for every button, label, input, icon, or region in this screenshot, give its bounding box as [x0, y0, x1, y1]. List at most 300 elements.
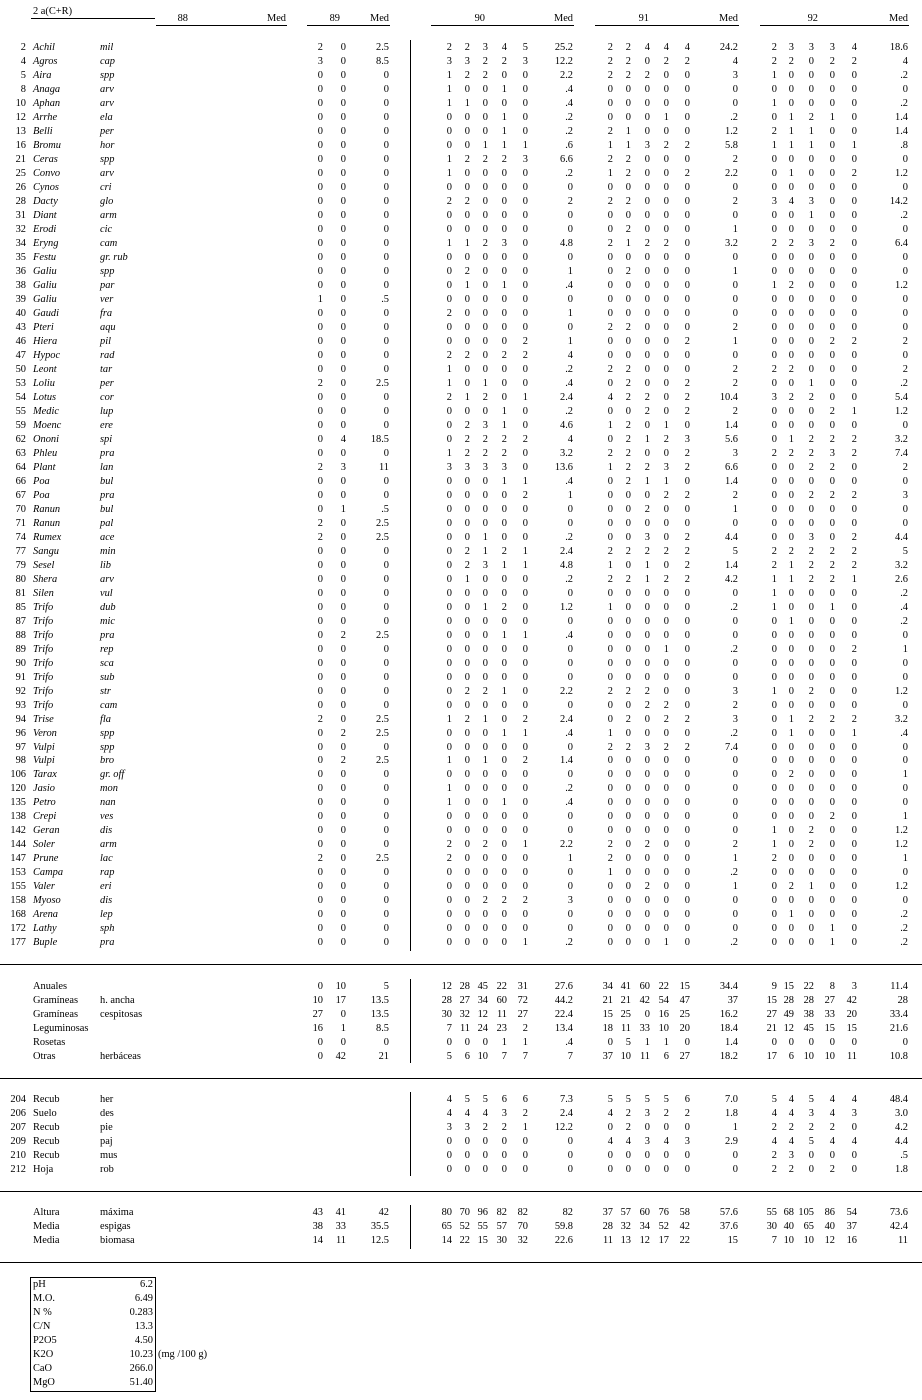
med-value: .4 [900, 602, 908, 613]
obs-value: 2 [482, 895, 488, 906]
obs-value: 41 [335, 1207, 346, 1218]
obs-value: 0 [625, 280, 631, 291]
obs-value: 0 [464, 322, 470, 333]
row-number: 90 [15, 658, 26, 669]
med-value: 27.6 [554, 981, 573, 992]
obs-value: 0 [644, 364, 650, 375]
med-value: 2.5 [376, 42, 389, 53]
obs-value: 0 [771, 154, 777, 165]
obs-value: 2 [607, 154, 613, 165]
obs-value: 0 [482, 728, 488, 739]
obs-value: 0 [625, 769, 631, 780]
obs-value: 0 [482, 937, 488, 948]
obs-value: 1 [808, 126, 814, 137]
med-value: .2 [565, 364, 573, 375]
obs-value: 0 [663, 210, 669, 221]
epithet: mic [100, 616, 116, 627]
obs-value: 0 [851, 126, 857, 137]
obs-value: 105 [798, 1207, 814, 1218]
obs-value: 4 [851, 1136, 857, 1147]
obs-value: 0 [788, 783, 794, 794]
obs-value: 21 [620, 995, 631, 1006]
med-value: .2 [900, 923, 908, 934]
obs-value: 0 [607, 182, 613, 193]
obs-value: 0 [607, 644, 613, 655]
obs-value: 2 [684, 1108, 690, 1119]
med-value: 0 [902, 420, 908, 431]
med-value: 0 [732, 755, 738, 766]
obs-value: 6 [522, 1094, 528, 1105]
obs-value: 3 [482, 42, 488, 53]
obs-value: 0 [340, 252, 346, 263]
med-value: 2 [732, 378, 738, 389]
obs-value: 0 [340, 518, 346, 529]
med-header: Med [888, 13, 908, 24]
obs-value: 9 [771, 981, 777, 992]
obs-value: 0 [625, 98, 631, 109]
obs-value: 0 [501, 378, 507, 389]
med-value: .5 [381, 294, 389, 305]
obs-value: 0 [464, 588, 470, 599]
row-number: 64 [15, 462, 26, 473]
obs-value: 4 [684, 42, 690, 53]
obs-value: 0 [851, 742, 857, 753]
obs-value: 2 [684, 448, 690, 459]
obs-value: 0 [340, 797, 346, 808]
obs-value: 4 [446, 1108, 452, 1119]
obs-value: 0 [851, 294, 857, 305]
obs-value: 0 [340, 672, 346, 683]
obs-value: 0 [851, 895, 857, 906]
obs-value: 7 [446, 1023, 452, 1034]
med-value: 2.9 [725, 1136, 738, 1147]
obs-value: 27 [459, 995, 470, 1006]
obs-value: 0 [625, 560, 631, 571]
med-value: 0 [732, 98, 738, 109]
obs-value: 2 [317, 378, 323, 389]
genus: Medic [33, 406, 59, 417]
obs-value: 0 [829, 1037, 835, 1048]
obs-value: 0 [501, 714, 507, 725]
med-value: 0 [902, 224, 908, 235]
obs-value: 0 [446, 224, 452, 235]
obs-value: 1 [482, 378, 488, 389]
obs-value: 12 [824, 1235, 835, 1246]
med-value: 0 [383, 112, 389, 123]
row-number: 71 [15, 518, 26, 529]
obs-value: 0 [501, 783, 507, 794]
med-value: 0 [383, 867, 389, 878]
year-label: 91 [638, 13, 649, 24]
obs-value: 0 [501, 672, 507, 683]
obs-value: 0 [788, 224, 794, 235]
obs-value: 2 [625, 168, 631, 179]
genus: Trifo [33, 658, 54, 669]
genus: Galiu [33, 294, 57, 305]
obs-value: 2 [522, 895, 528, 906]
obs-value: 2 [663, 238, 669, 249]
obs-value: 7 [501, 1051, 507, 1062]
obs-value: 0 [607, 937, 613, 948]
column-divider [410, 40, 411, 951]
med-value: 1.2 [895, 839, 908, 850]
obs-value: 0 [808, 895, 814, 906]
obs-value: 0 [607, 588, 613, 599]
med-value: 0 [383, 196, 389, 207]
obs-value: 0 [501, 182, 507, 193]
obs-value: 2 [482, 686, 488, 697]
med-value: 0 [902, 154, 908, 165]
obs-value: 0 [522, 658, 528, 669]
rule-line [30, 1277, 156, 1278]
epithet: spp [100, 728, 115, 739]
obs-value: 0 [464, 336, 470, 347]
obs-value: 6 [788, 1051, 794, 1062]
obs-value: 0 [317, 769, 323, 780]
obs-value: 0 [771, 742, 777, 753]
obs-value: 10 [620, 1051, 631, 1062]
obs-value: 0 [851, 923, 857, 934]
med-value: 4 [902, 56, 908, 67]
med-value: 4.4 [895, 1136, 908, 1147]
epithet: ves [100, 811, 114, 822]
row-number: 66 [15, 476, 26, 487]
obs-value: 1 [446, 783, 452, 794]
obs-value: 3 [644, 1136, 650, 1147]
obs-value: 0 [317, 686, 323, 697]
obs-value: 2 [684, 168, 690, 179]
med-value: 11 [378, 462, 389, 473]
obs-value: 0 [788, 406, 794, 417]
genus: Petro [33, 797, 56, 808]
obs-value: 10 [783, 1235, 794, 1246]
obs-value: 0 [522, 504, 528, 515]
obs-value: 0 [644, 322, 650, 333]
obs-value: 2 [625, 448, 631, 459]
med-value: 7.4 [895, 448, 908, 459]
obs-value: 0 [644, 797, 650, 808]
med-value: 10.8 [889, 1051, 908, 1062]
obs-value: 0 [446, 126, 452, 137]
obs-value: 0 [625, 616, 631, 627]
obs-value: 0 [625, 518, 631, 529]
obs-value: 0 [644, 266, 650, 277]
med-value: 3.2 [560, 448, 573, 459]
obs-value: 0 [522, 406, 528, 417]
obs-value: 0 [464, 630, 470, 641]
row-number: 43 [15, 322, 26, 333]
med-value: 11.4 [890, 981, 908, 992]
obs-value: 5 [625, 1094, 631, 1105]
med-value: 7.4 [725, 742, 738, 753]
obs-value: 0 [522, 448, 528, 459]
med-value: 8.5 [376, 56, 389, 67]
obs-value: 0 [788, 518, 794, 529]
obs-value: 0 [829, 308, 835, 319]
obs-value: 12 [639, 1235, 650, 1246]
obs-value: 1 [607, 420, 613, 431]
obs-value: 0 [482, 881, 488, 892]
row-number: 40 [15, 308, 26, 319]
obs-value: 2 [644, 504, 650, 515]
obs-value: 0 [851, 280, 857, 291]
obs-value: 0 [771, 937, 777, 948]
obs-value: 2 [684, 378, 690, 389]
obs-value: 4 [482, 1108, 488, 1119]
obs-value: 0 [625, 853, 631, 864]
med-value: 2 [902, 364, 908, 375]
med-value: .2 [900, 98, 908, 109]
med-value: 0 [383, 909, 389, 920]
obs-value: 0 [522, 224, 528, 235]
obs-value: 0 [482, 168, 488, 179]
obs-value: 2 [684, 574, 690, 585]
obs-value: 0 [340, 769, 346, 780]
obs-value: 0 [625, 728, 631, 739]
obs-value: 0 [684, 518, 690, 529]
genus: Leguminosas [33, 1023, 89, 1034]
obs-value: 60 [639, 1207, 650, 1218]
obs-value: 3 [522, 154, 528, 165]
row-number: 120 [10, 783, 26, 794]
epithet: min [100, 546, 116, 557]
obs-value: 1 [501, 126, 507, 137]
obs-value: 2 [317, 714, 323, 725]
obs-value: 0 [482, 797, 488, 808]
obs-value: 96 [477, 1207, 488, 1218]
obs-value: 0 [644, 811, 650, 822]
obs-value: 0 [317, 98, 323, 109]
obs-value: 2 [829, 714, 835, 725]
obs-value: 5 [663, 1094, 669, 1105]
genus: Trifo [33, 700, 54, 711]
med-value: .4 [565, 630, 573, 641]
genus: Trifo [33, 686, 54, 697]
obs-value: 0 [501, 881, 507, 892]
obs-value: 0 [644, 588, 650, 599]
genus: Hiera [33, 336, 58, 347]
obs-value: 25 [679, 1009, 690, 1020]
med-value: 0 [383, 686, 389, 697]
obs-value: 0 [607, 881, 613, 892]
obs-value: 0 [851, 392, 857, 403]
obs-value: 0 [684, 686, 690, 697]
obs-value: 0 [788, 644, 794, 655]
obs-value: 1 [829, 937, 835, 948]
epithet: rap [100, 867, 115, 878]
obs-value: 0 [808, 280, 814, 291]
obs-value: 0 [501, 518, 507, 529]
obs-value: 0 [317, 981, 323, 992]
obs-value: 0 [771, 182, 777, 193]
obs-value: 0 [771, 350, 777, 361]
obs-value: 0 [317, 825, 323, 836]
row-number: 207 [10, 1122, 26, 1133]
obs-value: 0 [464, 1164, 470, 1175]
obs-value: 4 [788, 196, 794, 207]
obs-value: 20 [679, 1023, 690, 1034]
obs-value: 0 [317, 490, 323, 501]
obs-value: 0 [851, 867, 857, 878]
obs-value: 55 [477, 1221, 488, 1232]
med-value: 0 [383, 280, 389, 291]
obs-value: 3 [851, 981, 857, 992]
column-divider [155, 1277, 156, 1392]
obs-value: 0 [663, 378, 669, 389]
obs-value: 0 [446, 909, 452, 920]
obs-value: 0 [829, 420, 835, 431]
obs-value: 2 [607, 574, 613, 585]
obs-value: 0 [771, 420, 777, 431]
obs-value: 0 [771, 895, 777, 906]
obs-value: 6 [464, 1051, 470, 1062]
obs-value: 0 [317, 504, 323, 515]
obs-value: 2 [771, 238, 777, 249]
obs-value: 0 [829, 84, 835, 95]
med-value: .2 [900, 616, 908, 627]
obs-value: 0 [340, 644, 346, 655]
obs-value: 0 [464, 839, 470, 850]
obs-value: 1 [607, 462, 613, 473]
obs-value: 0 [340, 839, 346, 850]
med-value: 1.2 [560, 602, 573, 613]
obs-value: 28 [441, 995, 452, 1006]
obs-value: 15 [679, 981, 690, 992]
obs-value: 0 [501, 98, 507, 109]
year-label: 92 [807, 13, 818, 24]
obs-value: 0 [482, 1150, 488, 1161]
obs-value: 0 [684, 783, 690, 794]
med-value: .2 [730, 867, 738, 878]
obs-value: 43 [312, 1207, 323, 1218]
obs-value: 1 [501, 406, 507, 417]
obs-value: 20 [846, 1009, 857, 1020]
obs-value: 0 [446, 266, 452, 277]
obs-value: 0 [684, 266, 690, 277]
obs-value: 0 [808, 406, 814, 417]
obs-value: 0 [317, 168, 323, 179]
genus: Leont [33, 364, 57, 375]
obs-value: 0 [482, 616, 488, 627]
obs-value: 2 [625, 714, 631, 725]
obs-value: 0 [808, 308, 814, 319]
med-value: 0 [902, 700, 908, 711]
obs-value: 0 [663, 783, 669, 794]
med-value: 0 [567, 182, 573, 193]
obs-value: 2 [644, 546, 650, 557]
obs-value: 0 [851, 1150, 857, 1161]
obs-value: 0 [771, 84, 777, 95]
med-value: 0 [383, 1037, 389, 1048]
obs-value: 0 [607, 532, 613, 543]
obs-value: 0 [446, 112, 452, 123]
obs-value: 2 [808, 448, 814, 459]
obs-value: 0 [808, 797, 814, 808]
med-value: 0 [567, 811, 573, 822]
med-value: 1 [732, 504, 738, 515]
obs-value: 2 [851, 546, 857, 557]
obs-value: 2 [684, 560, 690, 571]
obs-value: 1 [446, 154, 452, 165]
obs-value: 2 [771, 853, 777, 864]
obs-value: 0 [340, 280, 346, 291]
obs-value: 2 [829, 336, 835, 347]
obs-value: 1 [788, 112, 794, 123]
obs-value: 0 [607, 909, 613, 920]
obs-value: 0 [808, 658, 814, 669]
obs-value: 1 [340, 1023, 346, 1034]
row-number: 38 [15, 280, 26, 291]
obs-value: 7 [771, 1235, 777, 1246]
obs-value: 2 [644, 462, 650, 473]
obs-value: 0 [446, 406, 452, 417]
med-value: 1 [902, 853, 908, 864]
genus: Convo [33, 168, 61, 179]
obs-value: 0 [788, 84, 794, 95]
obs-value: 2 [684, 406, 690, 417]
obs-value: 0 [317, 895, 323, 906]
obs-value: 0 [522, 686, 528, 697]
obs-value: 0 [851, 881, 857, 892]
med-value: .6 [565, 140, 573, 151]
obs-value: 0 [644, 112, 650, 123]
obs-value: 5 [482, 1094, 488, 1105]
obs-value: 0 [482, 672, 488, 683]
med-value: 2.5 [376, 378, 389, 389]
obs-value: 0 [771, 462, 777, 473]
obs-value: 0 [771, 728, 777, 739]
obs-value: 3 [446, 56, 452, 67]
obs-value: 0 [851, 420, 857, 431]
obs-value: 2 [829, 56, 835, 67]
obs-value: 1 [501, 140, 507, 151]
obs-value: 0 [663, 266, 669, 277]
obs-value: 0 [317, 182, 323, 193]
med-value: 1 [567, 336, 573, 347]
obs-value: 0 [625, 182, 631, 193]
epithet: per [100, 126, 114, 137]
obs-value: 0 [522, 308, 528, 319]
med-value: 18.2 [719, 1051, 738, 1062]
med-value: .4 [565, 84, 573, 95]
med-header: Med [553, 13, 573, 24]
obs-value: 0 [788, 154, 794, 165]
row-number: 32 [15, 224, 26, 235]
obs-value: 0 [317, 630, 323, 641]
med-value: 4 [567, 350, 573, 361]
obs-value: 57 [620, 1207, 631, 1218]
obs-value: 0 [788, 797, 794, 808]
obs-value: 0 [788, 490, 794, 501]
obs-value: 1 [788, 168, 794, 179]
obs-value: 1 [851, 140, 857, 151]
obs-value: 0 [317, 1037, 323, 1048]
obs-value: 0 [771, 490, 777, 501]
med-value: 2 [732, 490, 738, 501]
genus: Galiu [33, 266, 57, 277]
obs-value: 0 [340, 490, 346, 501]
obs-value: 0 [522, 420, 528, 431]
med-value: 12.2 [554, 1122, 573, 1133]
obs-value: 0 [317, 937, 323, 948]
obs-value: 0 [446, 322, 452, 333]
obs-value: 0 [607, 616, 613, 627]
obs-value: 0 [446, 700, 452, 711]
obs-value: 0 [829, 825, 835, 836]
obs-value: 2 [625, 420, 631, 431]
med-value: 0 [732, 280, 738, 291]
med-value: 0 [383, 825, 389, 836]
